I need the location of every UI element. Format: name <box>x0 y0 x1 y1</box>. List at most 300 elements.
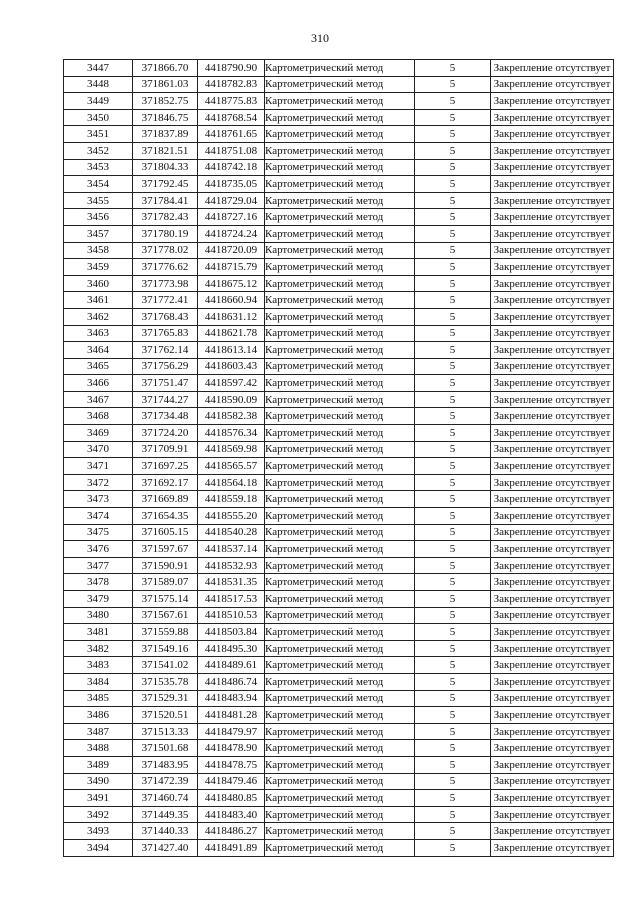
accuracy-cell: 5 <box>415 690 491 707</box>
accuracy-cell: 5 <box>415 242 491 259</box>
coordinates-table-body <box>64 60 614 857</box>
y-coordinate-cell: 4418483.40 <box>198 806 265 823</box>
fixation-cell: Закрепление отсутствует <box>491 790 614 807</box>
table-row <box>64 591 614 608</box>
point-number-cell: 3462 <box>64 308 133 325</box>
y-coordinate-cell: 4418555.20 <box>198 508 265 525</box>
table-row <box>64 574 614 591</box>
y-coordinate-cell: 4418727.16 <box>198 209 265 226</box>
x-coordinate-cell: 371804.33 <box>133 159 198 176</box>
point-number-cell: 3467 <box>64 391 133 408</box>
point-number-cell: 3489 <box>64 756 133 773</box>
table-row <box>64 126 614 143</box>
fixation-cell: Закрепление отсутствует <box>491 591 614 608</box>
fixation-cell: Закрепление отсутствует <box>491 557 614 574</box>
accuracy-cell: 5 <box>415 673 491 690</box>
method-cell: Картометрический метод <box>265 408 415 425</box>
y-coordinate-cell: 4418479.97 <box>198 723 265 740</box>
fixation-cell: Закрепление отсутствует <box>491 508 614 525</box>
point-number-cell: 3481 <box>64 624 133 641</box>
fixation-cell: Закрепление отсутствует <box>491 723 614 740</box>
table-row <box>64 839 614 856</box>
accuracy-cell: 5 <box>415 292 491 309</box>
table-row <box>64 425 614 442</box>
fixation-cell: Закрепление отсутствует <box>491 391 614 408</box>
x-coordinate-cell: 371866.70 <box>133 60 198 77</box>
y-coordinate-cell: 4418768.54 <box>198 109 265 126</box>
x-coordinate-cell: 371669.89 <box>133 491 198 508</box>
x-coordinate-cell: 371709.91 <box>133 441 198 458</box>
method-cell: Картометрический метод <box>265 308 415 325</box>
fixation-cell: Закрепление отсутствует <box>491 76 614 93</box>
y-coordinate-cell: 4418675.12 <box>198 275 265 292</box>
x-coordinate-cell: 371520.51 <box>133 707 198 724</box>
method-cell: Картометрический метод <box>265 275 415 292</box>
fixation-cell: Закрепление отсутствует <box>491 292 614 309</box>
x-coordinate-cell: 371768.43 <box>133 308 198 325</box>
fixation-cell: Закрепление отсутствует <box>491 773 614 790</box>
y-coordinate-cell: 4418486.74 <box>198 673 265 690</box>
method-cell: Картометрический метод <box>265 690 415 707</box>
accuracy-cell: 5 <box>415 209 491 226</box>
fixation-cell: Закрепление отсутствует <box>491 275 614 292</box>
y-coordinate-cell: 4418724.24 <box>198 225 265 242</box>
fixation-cell: Закрепление отсутствует <box>491 458 614 475</box>
fixation-cell: Закрепление отсутствует <box>491 192 614 209</box>
table-row <box>64 491 614 508</box>
table-row <box>64 557 614 574</box>
table-row <box>64 790 614 807</box>
y-coordinate-cell: 4418775.83 <box>198 93 265 110</box>
fixation-cell: Закрепление отсутствует <box>491 342 614 359</box>
method-cell: Картометрический метод <box>265 60 415 77</box>
method-cell: Картометрический метод <box>265 607 415 624</box>
table-row <box>64 192 614 209</box>
y-coordinate-cell: 4418715.79 <box>198 259 265 276</box>
y-coordinate-cell: 4418495.30 <box>198 640 265 657</box>
accuracy-cell: 5 <box>415 259 491 276</box>
accuracy-cell: 5 <box>415 60 491 77</box>
x-coordinate-cell: 371734.48 <box>133 408 198 425</box>
method-cell: Картометрический метод <box>265 790 415 807</box>
x-coordinate-cell: 371776.62 <box>133 259 198 276</box>
table-row <box>64 607 614 624</box>
method-cell: Картометрический метод <box>265 109 415 126</box>
fixation-cell: Закрепление отсутствует <box>491 126 614 143</box>
accuracy-cell: 5 <box>415 524 491 541</box>
x-coordinate-cell: 371513.33 <box>133 723 198 740</box>
point-number-cell: 3451 <box>64 126 133 143</box>
point-number-cell: 3476 <box>64 541 133 558</box>
accuracy-cell: 5 <box>415 723 491 740</box>
x-coordinate-cell: 371780.19 <box>133 225 198 242</box>
method-cell: Картометрический метод <box>265 839 415 856</box>
y-coordinate-cell: 4418532.93 <box>198 557 265 574</box>
method-cell: Картометрический метод <box>265 773 415 790</box>
method-cell: Картометрический метод <box>265 242 415 259</box>
x-coordinate-cell: 371792.45 <box>133 176 198 193</box>
method-cell: Картометрический метод <box>265 591 415 608</box>
fixation-cell: Закрепление отсутствует <box>491 524 614 541</box>
fixation-cell: Закрепление отсутствует <box>491 823 614 840</box>
fixation-cell: Закрепление отсутствует <box>491 259 614 276</box>
table-row <box>64 707 614 724</box>
y-coordinate-cell: 4418621.78 <box>198 325 265 342</box>
table-row <box>64 458 614 475</box>
x-coordinate-cell: 371529.31 <box>133 690 198 707</box>
point-number-cell: 3473 <box>64 491 133 508</box>
y-coordinate-cell: 4418564.18 <box>198 474 265 491</box>
table-row <box>64 342 614 359</box>
accuracy-cell: 5 <box>415 275 491 292</box>
x-coordinate-cell: 371472.39 <box>133 773 198 790</box>
accuracy-cell: 5 <box>415 441 491 458</box>
y-coordinate-cell: 4418597.42 <box>198 375 265 392</box>
fixation-cell: Закрепление отсутствует <box>491 308 614 325</box>
table-row <box>64 673 614 690</box>
accuracy-cell: 5 <box>415 325 491 342</box>
fixation-cell: Закрепление отсутствует <box>491 425 614 442</box>
point-number-cell: 3484 <box>64 673 133 690</box>
table-row <box>64 325 614 342</box>
accuracy-cell: 5 <box>415 76 491 93</box>
point-number-cell: 3494 <box>64 839 133 856</box>
method-cell: Картометрический метод <box>265 325 415 342</box>
accuracy-cell: 5 <box>415 358 491 375</box>
x-coordinate-cell: 371535.78 <box>133 673 198 690</box>
table-row <box>64 508 614 525</box>
table-row <box>64 806 614 823</box>
method-cell: Картометрический метод <box>265 209 415 226</box>
method-cell: Картометрический метод <box>265 657 415 674</box>
method-cell: Картометрический метод <box>265 292 415 309</box>
y-coordinate-cell: 4418720.09 <box>198 242 265 259</box>
table-row <box>64 259 614 276</box>
fixation-cell: Закрепление отсутствует <box>491 375 614 392</box>
point-number-cell: 3478 <box>64 574 133 591</box>
fixation-cell: Закрепление отсутствует <box>491 541 614 558</box>
accuracy-cell: 5 <box>415 408 491 425</box>
point-number-cell: 3468 <box>64 408 133 425</box>
point-number-cell: 3480 <box>64 607 133 624</box>
point-number-cell: 3452 <box>64 142 133 159</box>
fixation-cell: Закрепление отсутствует <box>491 640 614 657</box>
x-coordinate-cell: 371837.89 <box>133 126 198 143</box>
method-cell: Картометрический метод <box>265 358 415 375</box>
y-coordinate-cell: 4418479.46 <box>198 773 265 790</box>
x-coordinate-cell: 371559.88 <box>133 624 198 641</box>
point-number-cell: 3492 <box>64 806 133 823</box>
method-cell: Картометрический метод <box>265 159 415 176</box>
accuracy-cell: 5 <box>415 557 491 574</box>
x-coordinate-cell: 371821.51 <box>133 142 198 159</box>
accuracy-cell: 5 <box>415 142 491 159</box>
accuracy-cell: 5 <box>415 342 491 359</box>
y-coordinate-cell: 4418565.57 <box>198 458 265 475</box>
table-row <box>64 358 614 375</box>
method-cell: Картометрический метод <box>265 723 415 740</box>
point-number-cell: 3455 <box>64 192 133 209</box>
fixation-cell: Закрепление отсутствует <box>491 707 614 724</box>
x-coordinate-cell: 371590.91 <box>133 557 198 574</box>
fixation-cell: Закрепление отсутствует <box>491 624 614 641</box>
fixation-cell: Закрепление отсутствует <box>491 657 614 674</box>
method-cell: Картометрический метод <box>265 375 415 392</box>
point-number-cell: 3491 <box>64 790 133 807</box>
method-cell: Картометрический метод <box>265 192 415 209</box>
point-number-cell: 3457 <box>64 225 133 242</box>
method-cell: Картометрический метод <box>265 142 415 159</box>
table-row <box>64 308 614 325</box>
method-cell: Картометрический метод <box>265 707 415 724</box>
point-number-cell: 3469 <box>64 425 133 442</box>
table-row <box>64 408 614 425</box>
fixation-cell: Закрепление отсутствует <box>491 839 614 856</box>
accuracy-cell: 5 <box>415 375 491 392</box>
fixation-cell: Закрепление отсутствует <box>491 574 614 591</box>
table-row <box>64 275 614 292</box>
point-number-cell: 3448 <box>64 76 133 93</box>
x-coordinate-cell: 371782.43 <box>133 209 198 226</box>
method-cell: Картометрический метод <box>265 76 415 93</box>
method-cell: Картометрический метод <box>265 823 415 840</box>
fixation-cell: Закрепление отсутствует <box>491 159 614 176</box>
y-coordinate-cell: 4418603.43 <box>198 358 265 375</box>
point-number-cell: 3479 <box>64 591 133 608</box>
x-coordinate-cell: 371784.41 <box>133 192 198 209</box>
fixation-cell: Закрепление отсутствует <box>491 673 614 690</box>
y-coordinate-cell: 4418491.89 <box>198 839 265 856</box>
y-coordinate-cell: 4418480.85 <box>198 790 265 807</box>
point-number-cell: 3472 <box>64 474 133 491</box>
point-number-cell: 3477 <box>64 557 133 574</box>
accuracy-cell: 5 <box>415 640 491 657</box>
point-number-cell: 3464 <box>64 342 133 359</box>
accuracy-cell: 5 <box>415 109 491 126</box>
table-row <box>64 541 614 558</box>
y-coordinate-cell: 4418537.14 <box>198 541 265 558</box>
x-coordinate-cell: 371501.68 <box>133 740 198 757</box>
y-coordinate-cell: 4418790.90 <box>198 60 265 77</box>
point-number-cell: 3474 <box>64 508 133 525</box>
table-row <box>64 640 614 657</box>
y-coordinate-cell: 4418751.08 <box>198 142 265 159</box>
point-number-cell: 3471 <box>64 458 133 475</box>
y-coordinate-cell: 4418559.18 <box>198 491 265 508</box>
y-coordinate-cell: 4418576.34 <box>198 425 265 442</box>
x-coordinate-cell: 371852.75 <box>133 93 198 110</box>
x-coordinate-cell: 371654.35 <box>133 508 198 525</box>
accuracy-cell: 5 <box>415 823 491 840</box>
method-cell: Картометрический метод <box>265 740 415 757</box>
x-coordinate-cell: 371597.67 <box>133 541 198 558</box>
method-cell: Картометрический метод <box>265 225 415 242</box>
table-row <box>64 60 614 77</box>
accuracy-cell: 5 <box>415 225 491 242</box>
table-row <box>64 391 614 408</box>
method-cell: Картометрический метод <box>265 640 415 657</box>
point-number-cell: 3482 <box>64 640 133 657</box>
point-number-cell: 3454 <box>64 176 133 193</box>
x-coordinate-cell: 371772.41 <box>133 292 198 309</box>
y-coordinate-cell: 4418590.09 <box>198 391 265 408</box>
method-cell: Картометрический метод <box>265 126 415 143</box>
table-row <box>64 773 614 790</box>
method-cell: Картометрический метод <box>265 259 415 276</box>
fixation-cell: Закрепление отсутствует <box>491 756 614 773</box>
fixation-cell: Закрепление отсутствует <box>491 325 614 342</box>
accuracy-cell: 5 <box>415 806 491 823</box>
x-coordinate-cell: 371541.02 <box>133 657 198 674</box>
fixation-cell: Закрепление отсутствует <box>491 474 614 491</box>
method-cell: Картометрический метод <box>265 508 415 525</box>
point-number-cell: 3490 <box>64 773 133 790</box>
accuracy-cell: 5 <box>415 192 491 209</box>
x-coordinate-cell: 371427.40 <box>133 839 198 856</box>
y-coordinate-cell: 4418761.65 <box>198 126 265 143</box>
y-coordinate-cell: 4418478.75 <box>198 756 265 773</box>
method-cell: Картометрический метод <box>265 391 415 408</box>
x-coordinate-cell: 371778.02 <box>133 242 198 259</box>
y-coordinate-cell: 4418782.83 <box>198 76 265 93</box>
table-row <box>64 723 614 740</box>
table-row <box>64 375 614 392</box>
table-row <box>64 474 614 491</box>
table-row <box>64 524 614 541</box>
x-coordinate-cell: 371449.35 <box>133 806 198 823</box>
table-row <box>64 292 614 309</box>
point-number-cell: 3470 <box>64 441 133 458</box>
method-cell: Картометрический метод <box>265 541 415 558</box>
fixation-cell: Закрепление отсутствует <box>491 109 614 126</box>
accuracy-cell: 5 <box>415 508 491 525</box>
method-cell: Картометрический метод <box>265 474 415 491</box>
accuracy-cell: 5 <box>415 773 491 790</box>
y-coordinate-cell: 4418735.05 <box>198 176 265 193</box>
fixation-cell: Закрепление отсутствует <box>491 358 614 375</box>
fixation-cell: Закрепление отсутствует <box>491 690 614 707</box>
method-cell: Картометрический метод <box>265 93 415 110</box>
x-coordinate-cell: 371460.74 <box>133 790 198 807</box>
x-coordinate-cell: 371605.15 <box>133 524 198 541</box>
table-row <box>64 142 614 159</box>
point-number-cell: 3488 <box>64 740 133 757</box>
point-number-cell: 3493 <box>64 823 133 840</box>
table-row <box>64 756 614 773</box>
point-number-cell: 3463 <box>64 325 133 342</box>
fixation-cell: Закрепление отсутствует <box>491 806 614 823</box>
y-coordinate-cell: 4418483.94 <box>198 690 265 707</box>
accuracy-cell: 5 <box>415 491 491 508</box>
y-coordinate-cell: 4418489.61 <box>198 657 265 674</box>
fixation-cell: Закрепление отсутствует <box>491 740 614 757</box>
accuracy-cell: 5 <box>415 126 491 143</box>
fixation-cell: Закрепление отсутствует <box>491 225 614 242</box>
fixation-cell: Закрепление отсутствует <box>491 209 614 226</box>
method-cell: Картометрический метод <box>265 624 415 641</box>
x-coordinate-cell: 371724.20 <box>133 425 198 442</box>
y-coordinate-cell: 4418742.18 <box>198 159 265 176</box>
accuracy-cell: 5 <box>415 740 491 757</box>
method-cell: Картометрический метод <box>265 441 415 458</box>
point-number-cell: 3460 <box>64 275 133 292</box>
method-cell: Картометрический метод <box>265 806 415 823</box>
point-number-cell: 3461 <box>64 292 133 309</box>
point-number-cell: 3453 <box>64 159 133 176</box>
point-number-cell: 3449 <box>64 93 133 110</box>
table-row <box>64 657 614 674</box>
fixation-cell: Закрепление отсутствует <box>491 607 614 624</box>
method-cell: Картометрический метод <box>265 557 415 574</box>
point-number-cell: 3456 <box>64 209 133 226</box>
table-row <box>64 176 614 193</box>
table-row <box>64 93 614 110</box>
y-coordinate-cell: 4418660.94 <box>198 292 265 309</box>
y-coordinate-cell: 4418486.27 <box>198 823 265 840</box>
x-coordinate-cell: 371589.07 <box>133 574 198 591</box>
table-row <box>64 242 614 259</box>
accuracy-cell: 5 <box>415 624 491 641</box>
point-number-cell: 3459 <box>64 259 133 276</box>
point-number-cell: 3450 <box>64 109 133 126</box>
accuracy-cell: 5 <box>415 591 491 608</box>
x-coordinate-cell: 371751.47 <box>133 375 198 392</box>
y-coordinate-cell: 4418517.53 <box>198 591 265 608</box>
method-cell: Картометрический метод <box>265 491 415 508</box>
point-number-cell: 3486 <box>64 707 133 724</box>
accuracy-cell: 5 <box>415 756 491 773</box>
accuracy-cell: 5 <box>415 93 491 110</box>
accuracy-cell: 5 <box>415 159 491 176</box>
x-coordinate-cell: 371773.98 <box>133 275 198 292</box>
method-cell: Картометрический метод <box>265 673 415 690</box>
table-row <box>64 823 614 840</box>
method-cell: Картометрический метод <box>265 524 415 541</box>
y-coordinate-cell: 4418613.14 <box>198 342 265 359</box>
table-row <box>64 209 614 226</box>
method-cell: Картометрический метод <box>265 574 415 591</box>
method-cell: Картометрический метод <box>265 756 415 773</box>
x-coordinate-cell: 371756.29 <box>133 358 198 375</box>
fixation-cell: Закрепление отсутствует <box>491 491 614 508</box>
y-coordinate-cell: 4418540.28 <box>198 524 265 541</box>
fixation-cell: Закрепление отсутствует <box>491 176 614 193</box>
accuracy-cell: 5 <box>415 391 491 408</box>
accuracy-cell: 5 <box>415 657 491 674</box>
x-coordinate-cell: 371762.14 <box>133 342 198 359</box>
point-number-cell: 3485 <box>64 690 133 707</box>
accuracy-cell: 5 <box>415 707 491 724</box>
y-coordinate-cell: 4418531.35 <box>198 574 265 591</box>
x-coordinate-cell: 371549.16 <box>133 640 198 657</box>
accuracy-cell: 5 <box>415 574 491 591</box>
accuracy-cell: 5 <box>415 839 491 856</box>
y-coordinate-cell: 4418729.04 <box>198 192 265 209</box>
point-number-cell: 3466 <box>64 375 133 392</box>
x-coordinate-cell: 371861.03 <box>133 76 198 93</box>
y-coordinate-cell: 4418510.53 <box>198 607 265 624</box>
fixation-cell: Закрепление отсутствует <box>491 242 614 259</box>
table-row <box>64 159 614 176</box>
accuracy-cell: 5 <box>415 458 491 475</box>
fixation-cell: Закрепление отсутствует <box>491 408 614 425</box>
point-number-cell: 3483 <box>64 657 133 674</box>
fixation-cell: Закрепление отсутствует <box>491 142 614 159</box>
fixation-cell: Закрепление отсутствует <box>491 441 614 458</box>
x-coordinate-cell: 371483.95 <box>133 756 198 773</box>
point-number-cell: 3465 <box>64 358 133 375</box>
accuracy-cell: 5 <box>415 176 491 193</box>
